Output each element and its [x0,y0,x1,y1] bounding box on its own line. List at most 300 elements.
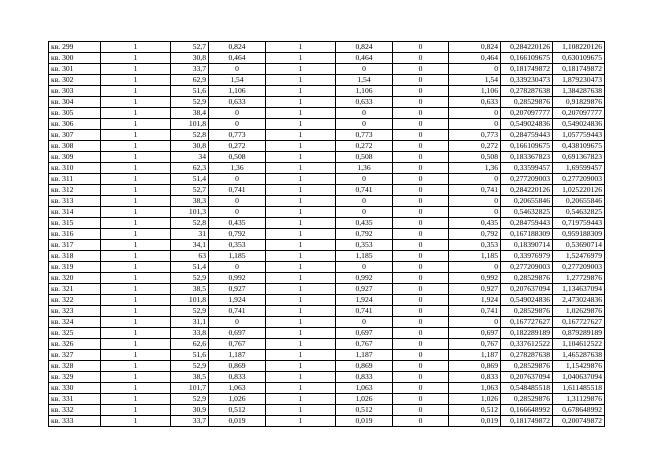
value-a-cell: 0,824 [209,42,266,53]
value-b-cell: 1,36 [336,163,393,174]
quantity-cell: 1 [101,75,171,86]
area-cell: 38,4 [171,108,209,119]
area-cell: 30,8 [171,53,209,64]
quantity-cell: 1 [101,372,171,383]
apartment-number-cell: кв. 303 [49,86,101,97]
value-a-cell: 0 [209,196,266,207]
total-cell: 0,549024836 [553,119,605,130]
quantity-cell: 1 [101,361,171,372]
area-cell: 62,6 [171,339,209,350]
value-c-cell: 0,792 [449,229,501,240]
coefficient-cell: 1 [266,174,336,185]
value-b-cell: 0,741 [336,306,393,317]
table-row [49,75,605,86]
value-c-cell: 0,508 [449,152,501,163]
value-b-cell: 0,353 [336,240,393,251]
total-cell: 1,31129876 [553,394,605,405]
coefficient-cell: 1 [266,295,336,306]
area-cell: 33,7 [171,416,209,427]
value-b-cell: 0,773 [336,130,393,141]
zero-cell: 0 [393,185,449,196]
value-c-cell: 1,185 [449,251,501,262]
area-cell: 52,7 [171,42,209,53]
value-a-cell: 1,106 [209,86,266,97]
value-c-cell: 0 [449,174,501,185]
area-cell: 52,9 [171,97,209,108]
coefficient-cell: 1 [266,64,336,75]
zero-cell: 0 [393,405,449,416]
value-b-cell: 1,924 [336,295,393,306]
area-cell: 52,9 [171,306,209,317]
coefficient-cell: 1 [266,185,336,196]
coefficient-cell: 1 [266,240,336,251]
value-b-cell: 0,741 [336,185,393,196]
quantity-cell: 1 [101,119,171,130]
quantity-cell: 1 [101,405,171,416]
area-cell: 101,8 [171,119,209,130]
zero-cell: 0 [393,53,449,64]
total-cell: 0,207097777 [553,108,605,119]
table-row [49,284,605,295]
value-c-cell: 0,633 [449,97,501,108]
coefficient-cell: 1 [266,42,336,53]
share-cell: 0,284220126 [501,185,553,196]
total-cell: 2,473024836 [553,295,605,306]
share-cell: 0,167727627 [501,317,553,328]
value-b-cell: 0 [336,64,393,75]
value-c-cell: 1,106 [449,86,501,97]
table-row [49,53,605,64]
coefficient-cell: 1 [266,229,336,240]
total-cell: 0,691367823 [553,152,605,163]
apartment-number-cell: кв. 326 [49,339,101,350]
value-a-cell: 1,026 [209,394,266,405]
value-b-cell: 0,824 [336,42,393,53]
zero-cell: 0 [393,174,449,185]
quantity-cell: 1 [101,350,171,361]
value-a-cell: 0,833 [209,372,266,383]
total-cell: 0,20655846 [553,196,605,207]
coefficient-cell: 1 [266,405,336,416]
quantity-cell: 1 [101,86,171,97]
quantity-cell: 1 [101,108,171,119]
apartment-number-cell: кв. 301 [49,64,101,75]
value-a-cell: 0,741 [209,185,266,196]
value-c-cell: 0,824 [449,42,501,53]
total-cell: 0,53690714 [553,240,605,251]
value-c-cell: 0 [449,207,501,218]
value-c-cell: 0,435 [449,218,501,229]
table-row [49,262,605,273]
apartment-number-cell: кв. 323 [49,306,101,317]
zero-cell: 0 [393,306,449,317]
zero-cell: 0 [393,108,449,119]
table-row [49,306,605,317]
zero-cell: 0 [393,350,449,361]
zero-cell: 0 [393,394,449,405]
value-b-cell: 1,185 [336,251,393,262]
quantity-cell: 1 [101,394,171,405]
coefficient-cell: 1 [266,383,336,394]
coefficient-cell: 1 [266,361,336,372]
value-a-cell: 0,464 [209,53,266,64]
apartment-number-cell: кв. 332 [49,405,101,416]
zero-cell: 0 [393,119,449,130]
share-cell: 0,181749872 [501,64,553,75]
quantity-cell: 1 [101,240,171,251]
area-cell: 31,1 [171,317,209,328]
area-cell: 52,9 [171,394,209,405]
zero-cell: 0 [393,361,449,372]
value-a-cell: 0,992 [209,273,266,284]
value-a-cell: 0,353 [209,240,266,251]
document-page [48,41,604,427]
apartment-number-cell: кв. 302 [49,75,101,86]
apartment-number-cell: кв. 299 [49,42,101,53]
table-row [49,163,605,174]
apartment-number-cell: кв. 333 [49,416,101,427]
value-c-cell: 1,063 [449,383,501,394]
table-row [49,218,605,229]
table-row [49,240,605,251]
apartment-table [48,41,605,427]
share-cell: 0,284759443 [501,218,553,229]
total-cell: 1,040637094 [553,372,605,383]
value-c-cell: 1,924 [449,295,501,306]
apartment-number-cell: кв. 327 [49,350,101,361]
quantity-cell: 1 [101,251,171,262]
coefficient-cell: 1 [266,350,336,361]
value-b-cell: 1,187 [336,350,393,361]
total-cell: 0,54632825 [553,207,605,218]
zero-cell: 0 [393,240,449,251]
table-row [49,350,605,361]
value-a-cell: 0,435 [209,218,266,229]
value-c-cell: 0,464 [449,53,501,64]
value-a-cell: 0,019 [209,416,266,427]
table-row [49,196,605,207]
share-cell: 0,207097777 [501,108,553,119]
value-a-cell: 0,767 [209,339,266,350]
area-cell: 38,5 [171,372,209,383]
value-c-cell: 1,36 [449,163,501,174]
apartment-number-cell: кв. 325 [49,328,101,339]
quantity-cell: 1 [101,163,171,174]
share-cell: 0,284759443 [501,130,553,141]
value-c-cell: 0,773 [449,130,501,141]
value-b-cell: 0,833 [336,372,393,383]
coefficient-cell: 1 [266,251,336,262]
zero-cell: 0 [393,163,449,174]
table-row [49,416,605,427]
table-row [49,405,605,416]
apartment-number-cell: кв. 300 [49,53,101,64]
quantity-cell: 1 [101,383,171,394]
zero-cell: 0 [393,141,449,152]
share-cell: 0,549024836 [501,119,553,130]
share-cell: 0,284220126 [501,42,553,53]
table-row [49,229,605,240]
share-cell: 0,18390714 [501,240,553,251]
total-cell: 0,277209003 [553,174,605,185]
table-body [49,42,605,427]
apartment-number-cell: кв. 317 [49,240,101,251]
value-a-cell: 1,185 [209,251,266,262]
area-cell: 38,5 [171,284,209,295]
area-cell: 51,6 [171,350,209,361]
area-cell: 33,7 [171,64,209,75]
apartment-number-cell: кв. 314 [49,207,101,218]
quantity-cell: 1 [101,185,171,196]
value-b-cell: 0,272 [336,141,393,152]
value-b-cell: 0,992 [336,273,393,284]
share-cell: 0,33976979 [501,251,553,262]
coefficient-cell: 1 [266,86,336,97]
value-c-cell: 0,272 [449,141,501,152]
value-a-cell: 0,633 [209,97,266,108]
quantity-cell: 1 [101,284,171,295]
value-c-cell: 0,833 [449,372,501,383]
value-b-cell: 0,435 [336,218,393,229]
coefficient-cell: 1 [266,97,336,108]
value-a-cell: 0,792 [209,229,266,240]
apartment-number-cell: кв. 331 [49,394,101,405]
total-cell: 1,52476979 [553,251,605,262]
share-cell: 0,183367823 [501,152,553,163]
quantity-cell: 1 [101,218,171,229]
coefficient-cell: 1 [266,130,336,141]
share-cell: 0,20655846 [501,196,553,207]
share-cell: 0,166109675 [501,53,553,64]
apartment-number-cell: кв. 330 [49,383,101,394]
area-cell: 101,7 [171,383,209,394]
table-row [49,108,605,119]
apartment-number-cell: кв. 307 [49,130,101,141]
quantity-cell: 1 [101,141,171,152]
table-row [49,42,605,53]
total-cell: 0,167727627 [553,317,605,328]
quantity-cell: 1 [101,262,171,273]
value-b-cell: 0 [336,196,393,207]
total-cell: 0,879289189 [553,328,605,339]
share-cell: 0,207637094 [501,372,553,383]
value-c-cell: 0 [449,108,501,119]
area-cell: 62,3 [171,163,209,174]
value-c-cell: 0,741 [449,185,501,196]
value-b-cell: 0,792 [336,229,393,240]
quantity-cell: 1 [101,328,171,339]
value-b-cell: 1,106 [336,86,393,97]
value-c-cell: 0,741 [449,306,501,317]
share-cell: 0,278287638 [501,350,553,361]
share-cell: 0,277209003 [501,262,553,273]
zero-cell: 0 [393,64,449,75]
value-a-cell: 1,187 [209,350,266,361]
value-a-cell: 0 [209,174,266,185]
apartment-number-cell: кв. 320 [49,273,101,284]
coefficient-cell: 1 [266,141,336,152]
quantity-cell: 1 [101,273,171,284]
table-row [49,372,605,383]
value-c-cell: 0 [449,196,501,207]
value-a-cell: 1,924 [209,295,266,306]
table-row [49,141,605,152]
coefficient-cell: 1 [266,53,336,64]
area-cell: 62,9 [171,75,209,86]
value-a-cell: 0 [209,262,266,273]
zero-cell: 0 [393,218,449,229]
zero-cell: 0 [393,295,449,306]
table-row [49,97,605,108]
zero-cell: 0 [393,229,449,240]
table-row [49,339,605,350]
total-cell: 1,69599457 [553,163,605,174]
value-a-cell: 0,773 [209,130,266,141]
share-cell: 0,166648992 [501,405,553,416]
share-cell: 0,181749872 [501,416,553,427]
share-cell: 0,339230473 [501,75,553,86]
value-a-cell: 0 [209,108,266,119]
value-c-cell: 0,512 [449,405,501,416]
quantity-cell: 1 [101,306,171,317]
total-cell: 0,959188309 [553,229,605,240]
table-row [49,251,605,262]
apartment-number-cell: кв. 311 [49,174,101,185]
zero-cell: 0 [393,251,449,262]
value-c-cell: 0,767 [449,339,501,350]
table-row [49,273,605,284]
quantity-cell: 1 [101,339,171,350]
coefficient-cell: 1 [266,163,336,174]
value-b-cell: 0 [336,207,393,218]
total-cell: 1,134637094 [553,284,605,295]
value-b-cell: 1,026 [336,394,393,405]
zero-cell: 0 [393,207,449,218]
apartment-number-cell: кв. 304 [49,97,101,108]
apartment-number-cell: кв. 321 [49,284,101,295]
total-cell: 1,02629876 [553,306,605,317]
value-c-cell: 0 [449,262,501,273]
total-cell: 0,630109675 [553,53,605,64]
apartment-number-cell: кв. 324 [49,317,101,328]
coefficient-cell: 1 [266,207,336,218]
total-cell: 1,108220126 [553,42,605,53]
total-cell: 1,27729876 [553,273,605,284]
zero-cell: 0 [393,372,449,383]
coefficient-cell: 1 [266,75,336,86]
zero-cell: 0 [393,284,449,295]
quantity-cell: 1 [101,130,171,141]
area-cell: 101,3 [171,207,209,218]
quantity-cell: 1 [101,295,171,306]
quantity-cell: 1 [101,53,171,64]
zero-cell: 0 [393,339,449,350]
zero-cell: 0 [393,416,449,427]
coefficient-cell: 1 [266,394,336,405]
total-cell: 0,678648992 [553,405,605,416]
table-row [49,361,605,372]
share-cell: 0,28529876 [501,273,553,284]
value-b-cell: 0,697 [336,328,393,339]
table-row [49,64,605,75]
area-cell: 52,8 [171,130,209,141]
coefficient-cell: 1 [266,328,336,339]
total-cell: 0,200749872 [553,416,605,427]
value-b-cell: 0,869 [336,361,393,372]
value-b-cell: 0,512 [336,405,393,416]
value-a-cell: 0,512 [209,405,266,416]
total-cell: 1,879230473 [553,75,605,86]
coefficient-cell: 1 [266,284,336,295]
share-cell: 0,28529876 [501,306,553,317]
apartment-number-cell: кв. 309 [49,152,101,163]
value-b-cell: 0 [336,262,393,273]
apartment-number-cell: кв. 329 [49,372,101,383]
table-row [49,152,605,163]
share-cell: 0,166109675 [501,141,553,152]
area-cell: 30,8 [171,141,209,152]
total-cell: 1,611485518 [553,383,605,394]
value-a-cell: 0 [209,119,266,130]
share-cell: 0,33599457 [501,163,553,174]
area-cell: 31 [171,229,209,240]
coefficient-cell: 1 [266,152,336,163]
table-row [49,86,605,97]
quantity-cell: 1 [101,229,171,240]
area-cell: 52,9 [171,361,209,372]
coefficient-cell: 1 [266,119,336,130]
value-b-cell: 0 [336,174,393,185]
area-cell: 30,9 [171,405,209,416]
total-cell: 1,025220126 [553,185,605,196]
share-cell: 0,54632825 [501,207,553,218]
area-cell: 51,4 [171,262,209,273]
table-row [49,207,605,218]
table-row [49,295,605,306]
value-b-cell: 1,063 [336,383,393,394]
apartment-number-cell: кв. 306 [49,119,101,130]
coefficient-cell: 1 [266,339,336,350]
value-a-cell: 0,869 [209,361,266,372]
zero-cell: 0 [393,97,449,108]
share-cell: 0,549024836 [501,295,553,306]
value-c-cell: 0,869 [449,361,501,372]
table-row [49,174,605,185]
area-cell: 63 [171,251,209,262]
table-row [49,328,605,339]
value-b-cell: 0,633 [336,97,393,108]
coefficient-cell: 1 [266,372,336,383]
value-c-cell: 0,927 [449,284,501,295]
value-c-cell: 1,187 [449,350,501,361]
value-a-cell: 0,272 [209,141,266,152]
apartment-number-cell: кв. 328 [49,361,101,372]
value-c-cell: 0,353 [449,240,501,251]
share-cell: 0,277209003 [501,174,553,185]
table-row [49,394,605,405]
zero-cell: 0 [393,196,449,207]
value-c-cell: 0 [449,317,501,328]
zero-cell: 0 [393,317,449,328]
area-cell: 33,8 [171,328,209,339]
quantity-cell: 1 [101,152,171,163]
total-cell: 0,181749872 [553,64,605,75]
total-cell: 1,104612522 [553,339,605,350]
value-b-cell: 1,54 [336,75,393,86]
table-row [49,185,605,196]
quantity-cell: 1 [101,416,171,427]
total-cell: 1,465287638 [553,350,605,361]
